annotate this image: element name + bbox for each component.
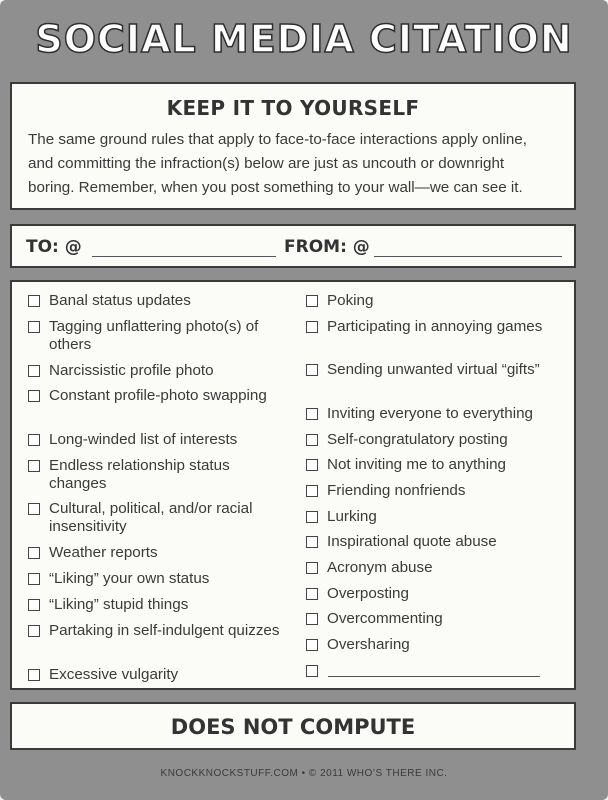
to-label: TO: @ <box>26 237 82 257</box>
page-title: SOCIAL MEDIA CITATION <box>35 17 573 61</box>
checkbox[interactable] <box>306 613 318 625</box>
write-in-field[interactable] <box>328 676 540 677</box>
checkbox[interactable] <box>28 503 40 515</box>
intro-line: boring. Remember, when you post something to your wall—we can see it. <box>28 179 523 196</box>
checkbox[interactable] <box>306 485 318 497</box>
checkbox[interactable] <box>306 536 318 548</box>
to-field[interactable] <box>92 256 276 257</box>
intro-line: The same ground rules that apply to face-to-face interactions apply online, <box>28 131 527 148</box>
from-field[interactable] <box>374 256 562 257</box>
checkbox[interactable] <box>306 295 318 307</box>
checkbox[interactable] <box>306 639 318 651</box>
checkbox[interactable] <box>28 547 40 559</box>
infractions-panel: Banal status updates Tagging unflattering photo(s) of others Narcissistic profile photo Constant profile-photo swapping Long-winded list of interests Endless relationship status changes Cultural, political, and/or racial insensitivity Weather reports “Liking” your own status “Liking” stupid things Partaking in self-indulgent quizzes Excessive vulgarity Poking Participating in annoying games Sending unwanted virtual “gifts” Inviting everyone to everything Self-congratulatory posting Not inviting me to anything Friending nonfriends Lurking Inspirational quote abuse Acronym abuse Overposting Overcommenting Oversharing <box>10 280 576 690</box>
intro-line: and committing the infraction(s) below are just as uncouth or downright <box>28 155 505 172</box>
verdict-title: DOES NOT COMPUTE <box>170 715 416 739</box>
credit-line: KNOCKKNOCKSTUFF.COM • © 2011 WHO’S THERE INC. <box>160 768 448 779</box>
checkbox[interactable] <box>306 364 318 376</box>
from-label: FROM: @ <box>284 237 370 257</box>
address-panel <box>10 224 576 268</box>
checkbox[interactable] <box>28 460 40 472</box>
checkbox[interactable] <box>306 408 318 420</box>
checkbox[interactable] <box>306 562 318 574</box>
checkbox[interactable] <box>306 434 318 446</box>
checkbox[interactable] <box>28 599 40 611</box>
checkbox[interactable] <box>28 434 40 446</box>
intro-heading: KEEP IT TO YOURSELF <box>166 96 420 120</box>
checkbox[interactable] <box>306 459 318 471</box>
intro-text <box>28 128 564 200</box>
checkbox[interactable] <box>306 588 318 600</box>
intro-panel <box>10 82 576 210</box>
checkbox[interactable] <box>306 511 318 523</box>
checkbox[interactable] <box>306 321 318 333</box>
checkbox[interactable] <box>28 669 40 681</box>
checkbox[interactable] <box>28 625 40 637</box>
checkbox[interactable] <box>306 665 318 677</box>
checkbox[interactable] <box>28 295 40 307</box>
verdict-panel <box>10 702 576 750</box>
checkbox[interactable] <box>28 573 40 585</box>
checkbox[interactable] <box>28 321 40 333</box>
checkbox[interactable] <box>28 390 40 402</box>
checkbox[interactable] <box>28 365 40 377</box>
